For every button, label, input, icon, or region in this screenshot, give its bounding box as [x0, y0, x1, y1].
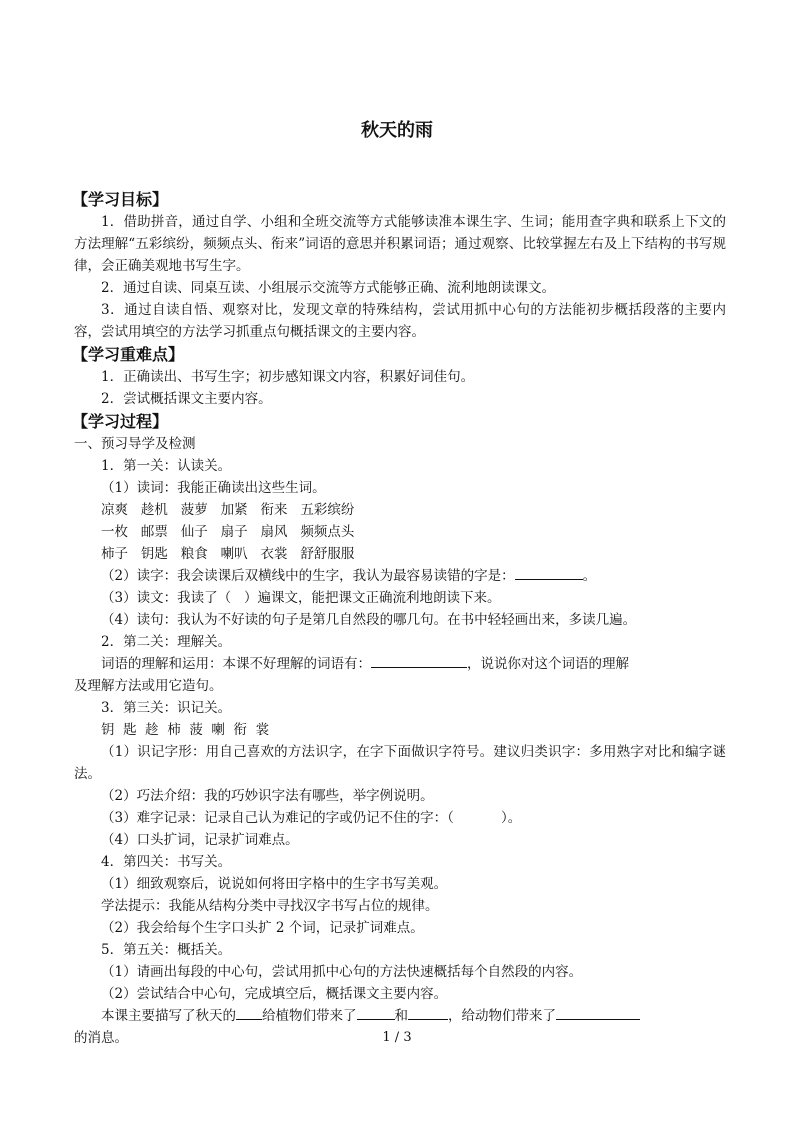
- line-text: 和: [394, 1008, 408, 1024]
- process-line: 2．第二关：理解关。: [101, 634, 232, 650]
- process-line: （1）读词：我能正确读出这些生词。: [101, 480, 326, 496]
- process-line: 及理解方法或用它造句。: [74, 678, 223, 694]
- fill-blank[interactable]: [371, 653, 467, 668]
- process-line: （2）巧法介绍：我的巧妙识字法有哪些，举字例说明。: [101, 788, 434, 804]
- key-item-2: 2．尝试概括课文主要内容。: [101, 391, 272, 407]
- goal-item-1: 1．借助拼音，通过自学、小组和全班交流等方式能够读准本课生字、生词；能用查字典和联系上下文的方法理解“五彩缤纷，频频点头、衔来”词语的意思并积累词语；通过观察、比较掌握左右及上下结构的书写规律，会正确美观地书写生字。: [74, 214, 726, 274]
- section-heading-process: 【学习过程】: [72, 412, 169, 431]
- fill-blank[interactable]: [357, 1005, 395, 1020]
- line-text: 。: [582, 568, 597, 584]
- line-text: （2）读字：我会读课后双横线中的生字，我认为最容易读错的字是：: [101, 568, 515, 584]
- page-number: 1 / 3: [382, 1030, 412, 1045]
- document-body: [74, 188, 726, 1049]
- process-line: （4）口头扩词，记录扩词难点。: [101, 832, 299, 848]
- section-heading-goals: 【学习目标】: [72, 190, 169, 209]
- line-text: 本课主要描写了秋天的: [101, 1008, 236, 1024]
- process-line: 学法提示：我能从结构分类中寻找汉字书写占位的规律。: [101, 898, 439, 914]
- process-line: （1）识记字形：用自己喜欢的方法识字，在字下面做识字符号。建议归类识字：多用熟字对比和编字谜法。: [74, 744, 726, 782]
- process-line: （1）细致观察后，说说如何将田字格中的生字书写美观。: [101, 876, 448, 892]
- goal-item-2: 2．通过自读、同桌互读、小组展示交流等方式能够正确、流利地朗读课文。: [101, 280, 556, 296]
- process-line: 的消息。: [74, 1030, 128, 1046]
- process-line: [74, 653, 726, 675]
- fill-blank[interactable]: [236, 1005, 262, 1020]
- line-text: 词语的理解和运用：本课不好理解的词语有：: [101, 656, 371, 672]
- process-line: 4．第四关：书写关。: [101, 854, 232, 870]
- process-line: 1．第一关：认读关。: [101, 458, 232, 474]
- process-line: （3）难字记录：记录自己认为难记的字或仍记不住的字：（ ）。: [101, 810, 522, 826]
- process-line: 5．第五关：概括关。: [101, 942, 232, 958]
- fill-blank[interactable]: [515, 565, 583, 580]
- line-text: ，说说你对这个词语的理解: [467, 656, 629, 672]
- process-line: （4）读句：我认为不好读的句子是第几自然段的哪几句。在书中轻轻画出来，多读几遍。: [101, 612, 637, 628]
- section-heading-key: 【学习重难点】: [72, 345, 185, 364]
- process-line: （3）读文：我读了（ ）遍课文，能把课文正确流利地朗读下来。: [101, 590, 501, 606]
- goal-item-3: 3．通过自读自悟、观察对比，发现文章的特殊结构，尝试用抓中心句的方法能初步概括段落的主要内容，尝试用填空的方法学习抓重点句概括课文的主要内容。: [74, 302, 726, 340]
- key-item-1: 1．正确读出、书写生字；初步感知课文内容，积累好词佳句。: [101, 369, 475, 385]
- word-row-1: 凉爽 趁机 菠萝 加紧 衔来 五彩缤纷: [101, 502, 355, 518]
- process-line: （2）尝试结合中心句，完成填空后，概括课文主要内容。: [101, 986, 448, 1002]
- line-text: 给植物们带来了: [262, 1008, 357, 1024]
- line-text: ，给动物们带来了: [448, 1008, 556, 1024]
- document-title: 秋天的雨: [361, 120, 433, 141]
- word-row-2: 一枚 邮票 仙子 扇子 扇风 频频点头: [101, 524, 355, 540]
- fill-blank[interactable]: [556, 1005, 640, 1020]
- process-line: [74, 565, 726, 587]
- fill-blank[interactable]: [408, 1005, 448, 1020]
- word-row-3: 柿子 钥匙 粮食 喇叭 衣裳 舒舒服服: [101, 546, 355, 562]
- process-line: [74, 1005, 726, 1027]
- process-subheading: 一、预习导学及检测: [74, 436, 196, 452]
- process-line: （1）请画出每段的中心句，尝试用抓中心句的方法快速概括每个自然段的内容。: [101, 964, 583, 980]
- char-row: 钥 匙 趁 柿 菠 喇 衔 裳: [101, 722, 270, 738]
- process-line: （2）我会给每个生字口头扩 2 个词，记录扩词难点。: [101, 920, 424, 936]
- process-line: 3．第三关：识记关。: [101, 700, 232, 716]
